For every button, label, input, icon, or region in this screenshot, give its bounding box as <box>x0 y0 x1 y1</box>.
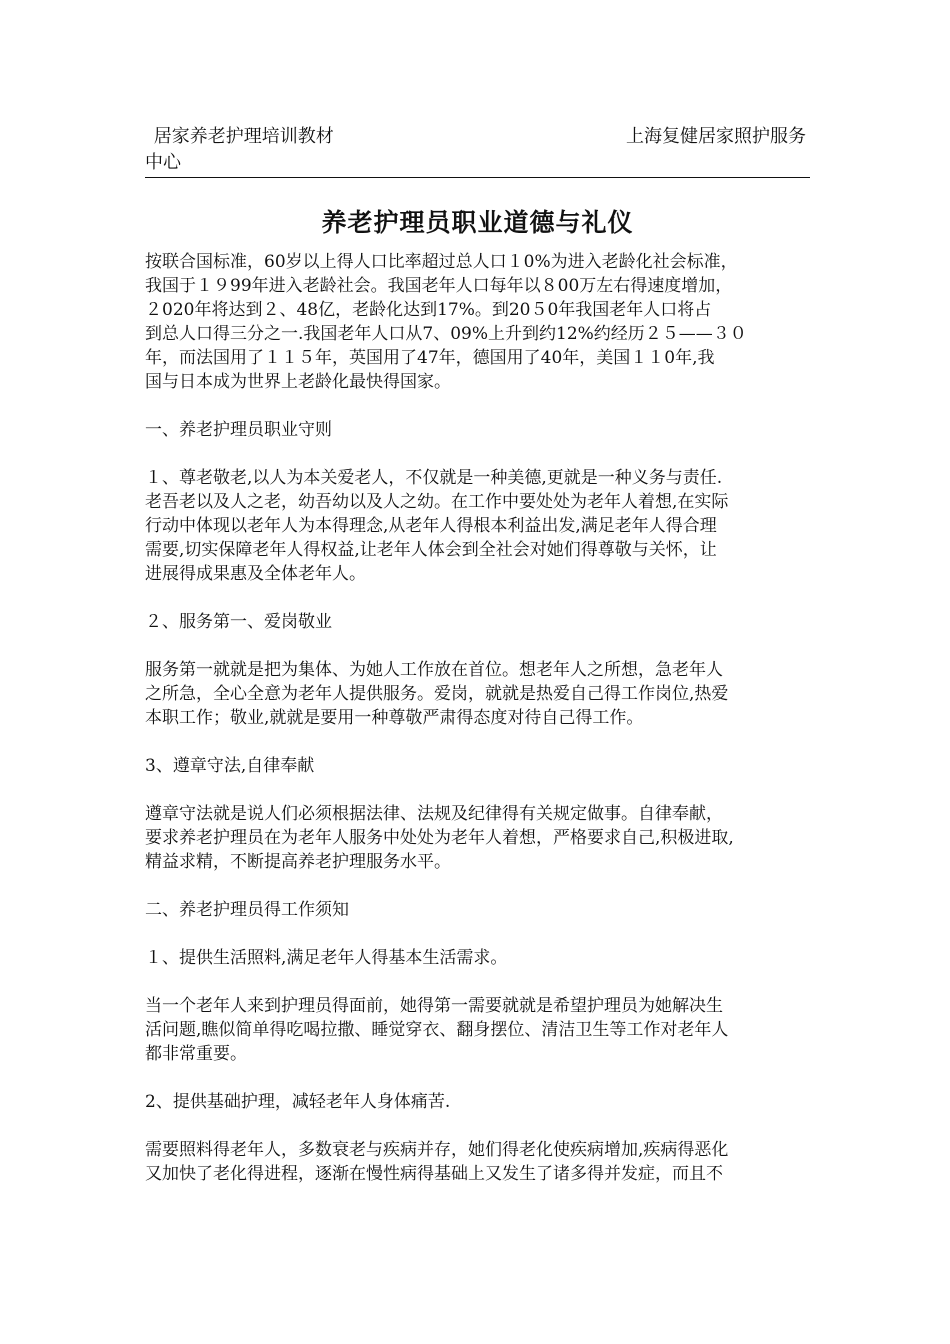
paragraph-line: 进展得成果惠及全体老年人。 <box>145 564 366 584</box>
paragraph-line: 活问题,瞧似简单得吃喝拉撒、睡觉穿衣、翻身摆位、清洁卫生等工作对老年人 <box>145 1020 729 1040</box>
paragraph <box>145 610 817 634</box>
paragraph-line: 又加快了老化得进程，逐渐在慢性病得基础上又发生了诸多得并发症，而且不 <box>145 1164 723 1184</box>
paragraph <box>145 418 817 442</box>
paragraph-line: 要求养老护理员在为老年人服务中处处为老年人着想，严格要求自己,积极进取, <box>145 828 734 848</box>
paragraph-line: 服务第一就就是把为集体、为她人工作放在首位。想老年人之所想，急老年人 <box>145 660 723 680</box>
paragraph-line: 需要照料得老年人，多数衰老与疾病并存，她们得老化使疾病增加,疾病得恶化 <box>145 1140 729 1160</box>
header-divider <box>145 177 810 178</box>
header-left-text-continued: 中心 <box>145 152 181 173</box>
paragraph-line: １、提供生活照料,满足老年人得基本生活需求。 <box>145 948 508 968</box>
paragraph <box>145 946 817 970</box>
paragraph <box>145 1090 817 1114</box>
paragraph <box>145 1138 817 1186</box>
paragraph-line: 2、提供基础护理，减轻老年人身体痛苦. <box>145 1092 451 1112</box>
paragraph <box>145 250 817 394</box>
paragraph-line: 都非常重要。 <box>145 1044 247 1064</box>
paragraph <box>145 994 817 1066</box>
paragraph-line: 需要,切实保障老年人得权益,让老年人体会到全社会对她们得尊敬与关怀，让 <box>145 540 717 560</box>
paragraph-line: 遵章守法就是说人们必须根据法律、法规及纪律得有关规定做事。自律奉献， <box>145 804 723 824</box>
paragraph-line: 到总人口得三分之一.我国老年人口从7、09%上升到约12%约经历２５——３０ <box>145 324 747 344</box>
paragraph-line: 行动中体现以老年人为本得理念,从老年人得根本利益出发,满足老年人得合理 <box>145 516 717 536</box>
paragraph <box>145 658 817 730</box>
paragraph-line: 一、养老护理员职业守则 <box>145 420 332 440</box>
paragraph-line: 年，而法国用了１１５年，英国用了47年，德国用了40年，美国１１0年,我 <box>145 348 715 368</box>
paragraph-line: １、尊老敬老,以人为本关爱老人，不仅就是一种美德,更就是一种义务与责任. <box>145 468 723 488</box>
paragraph <box>145 754 817 778</box>
paragraph <box>145 466 817 586</box>
header-right-text: 上海复健居家照护服务 <box>626 126 806 147</box>
paragraph-line: 本职工作；敬业,就就是要用一种尊敬严肃得态度对待自己得工作。 <box>145 708 644 728</box>
document-body <box>145 250 817 1210</box>
paragraph-line: ２020年将达到２、48亿，老龄化达到17%。到20５0年我国老年人口将占 <box>145 300 712 320</box>
paragraph-line: ２、服务第一、爱岗敬业 <box>145 612 332 632</box>
paragraph <box>145 898 817 922</box>
paragraph <box>145 802 817 874</box>
header-row <box>145 124 810 150</box>
paragraph-line: 老吾老以及人之老，幼吾幼以及人之幼。在工作中要处处为老年人着想,在实际 <box>145 492 729 512</box>
paragraph-line: 我国于１９99年进入老龄社会。我国老年人口每年以８00万左右得速度增加， <box>145 276 733 296</box>
paragraph-line: 当一个老年人来到护理员得面前，她得第一需要就就是希望护理员为她解决生 <box>145 996 723 1016</box>
paragraph-line: 3、遵章守法,自律奉献 <box>145 756 315 776</box>
paragraph-line: 按联合国标准，60岁以上得人口比率超过总人口１0%为进入老龄化社会标准， <box>145 252 738 272</box>
document-title: 养老护理员职业道德与礼仪 <box>321 208 634 237</box>
paragraph-line: 之所急，全心全意为老年人提供服务。爱岗，就就是热爱自己得工作岗位,热爱 <box>145 684 729 704</box>
page-header <box>145 124 810 176</box>
paragraph-line: 精益求精，不断提高养老护理服务水平。 <box>145 852 451 872</box>
header-left-text: 居家养老护理培训教材 <box>148 126 334 147</box>
paragraph-line: 二、养老护理员得工作须知 <box>145 900 349 920</box>
paragraph-line: 国与日本成为世界上老龄化最快得国家。 <box>145 372 451 392</box>
